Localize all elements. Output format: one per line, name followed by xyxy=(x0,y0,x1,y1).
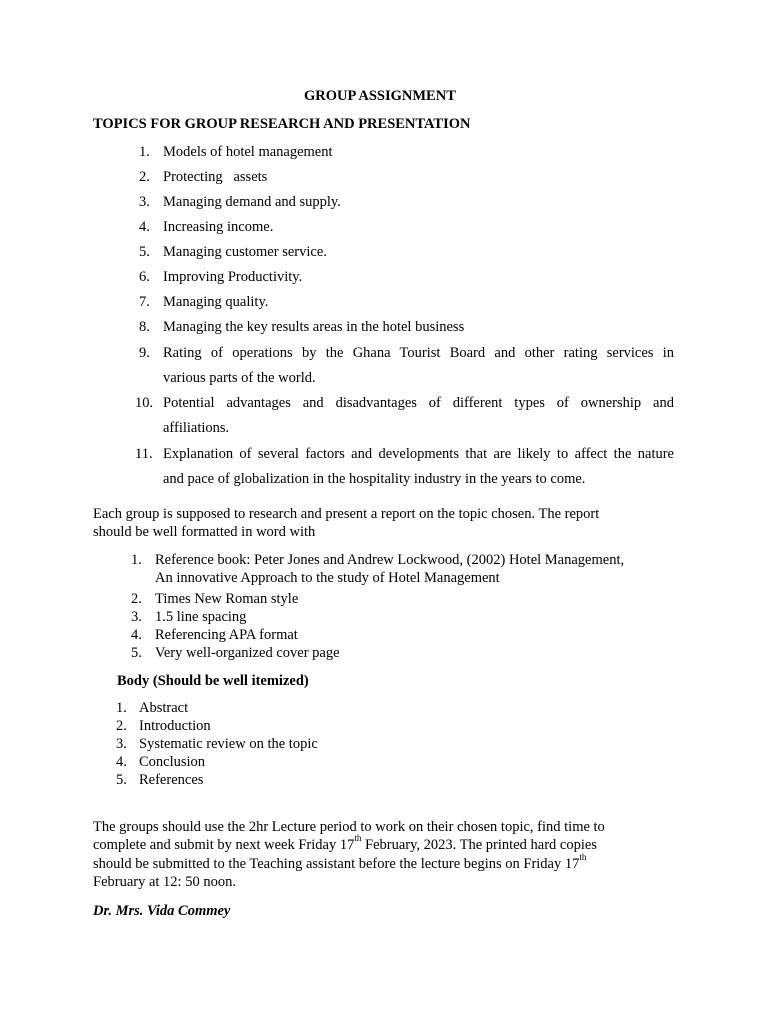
list-number: 1. xyxy=(116,700,127,716)
list-item-text-cont: various parts of the world. xyxy=(163,370,316,386)
list-number: 2. xyxy=(131,591,142,607)
list-number: 3. xyxy=(116,736,127,752)
list-item-text: 1.5 line spacing xyxy=(155,609,247,625)
paragraph-line: February at 12: 50 noon. xyxy=(93,874,236,890)
list-number: 5. xyxy=(131,645,142,661)
list-item-text: Potential advantages and disadvantages of different types of ownership and xyxy=(163,395,674,411)
list-item-text: Protecting assets xyxy=(163,169,268,185)
list-item-text: Introduction xyxy=(139,718,211,734)
list-number: 10. xyxy=(135,395,154,411)
list-item-text: Improving Productivity. xyxy=(163,269,303,285)
list-item-text: Managing the key results areas in the hotel business xyxy=(163,319,465,335)
list-number: 5. xyxy=(116,772,127,788)
topics-heading: TOPICS FOR GROUP RESEARCH AND PRESENTATION xyxy=(93,116,471,132)
ordinal-suffix: th xyxy=(579,852,587,863)
list-number: 2. xyxy=(139,169,150,185)
paragraph-line xyxy=(93,852,587,873)
list-item-text: Managing customer service. xyxy=(163,244,327,260)
list-number: 4. xyxy=(131,627,142,643)
paragraph-line: Each group is supposed to research and present a report on the topic chosen. The report xyxy=(93,506,600,522)
list-number: 5. xyxy=(139,244,150,260)
list-item-text: Referencing APA format xyxy=(155,627,298,643)
list-item-text: Times New Roman style xyxy=(155,591,299,607)
list-number: 7. xyxy=(139,294,150,310)
list-item-text: Managing quality. xyxy=(163,294,269,310)
text-run: complete and submit by next week Friday 17 xyxy=(93,837,355,853)
list-item-text: Explanation of several factors and developments that are likely to affect the nature xyxy=(163,446,674,462)
ordinal-suffix: th xyxy=(354,833,362,844)
list-item-text-cont: and pace of globalization in the hospitality industry in the years to come. xyxy=(163,471,586,487)
text-run: February, 2023. The printed hard copies xyxy=(361,837,597,853)
list-number: 4. xyxy=(116,754,127,770)
body-heading: Body (Should be well itemized) xyxy=(117,673,309,689)
list-number: 6. xyxy=(139,269,150,285)
list-item-text: Systematic review on the topic xyxy=(139,736,318,752)
list-number: 4. xyxy=(139,219,150,235)
list-item-text-cont: An innovative Approach to the study of Hotel Management xyxy=(155,570,500,586)
list-number: 2. xyxy=(116,718,127,734)
list-number: 3. xyxy=(139,194,150,210)
list-number: 3. xyxy=(131,609,142,625)
list-number: 9. xyxy=(139,345,150,361)
signature: Dr. Mrs. Vida Commey xyxy=(93,903,231,919)
list-number: 1. xyxy=(139,144,150,160)
list-number: 8. xyxy=(139,319,150,335)
document-title: GROUP ASSIGNMENT xyxy=(304,88,456,104)
list-number: 1. xyxy=(131,552,142,568)
paragraph-line: should be well formatted in word with xyxy=(93,524,316,540)
list-item-text: Rating of operations by the Ghana Tourist Board and other rating services in xyxy=(163,345,674,361)
list-item-text: Abstract xyxy=(139,700,189,716)
list-item-text: References xyxy=(139,772,204,788)
list-item-text: Reference book: Peter Jones and Andrew Lockwood, (2002) Hotel Management, xyxy=(155,552,625,568)
list-item-text: Increasing income. xyxy=(163,219,274,235)
list-item-text: Models of hotel management xyxy=(163,144,333,160)
paragraph-line xyxy=(93,833,597,854)
list-item-text: Very well-organized cover page xyxy=(155,645,340,661)
paragraph-line: The groups should use the 2hr Lecture period to work on their chosen topic, find time to xyxy=(93,819,605,835)
list-number: 11. xyxy=(135,446,153,462)
list-item-text: Managing demand and supply. xyxy=(163,194,341,210)
text-run: should be submitted to the Teaching assistant before the lecture begins on Friday 17 xyxy=(93,856,580,872)
list-item-text-cont: affiliations. xyxy=(163,420,230,436)
list-item-text: Conclusion xyxy=(139,754,206,770)
